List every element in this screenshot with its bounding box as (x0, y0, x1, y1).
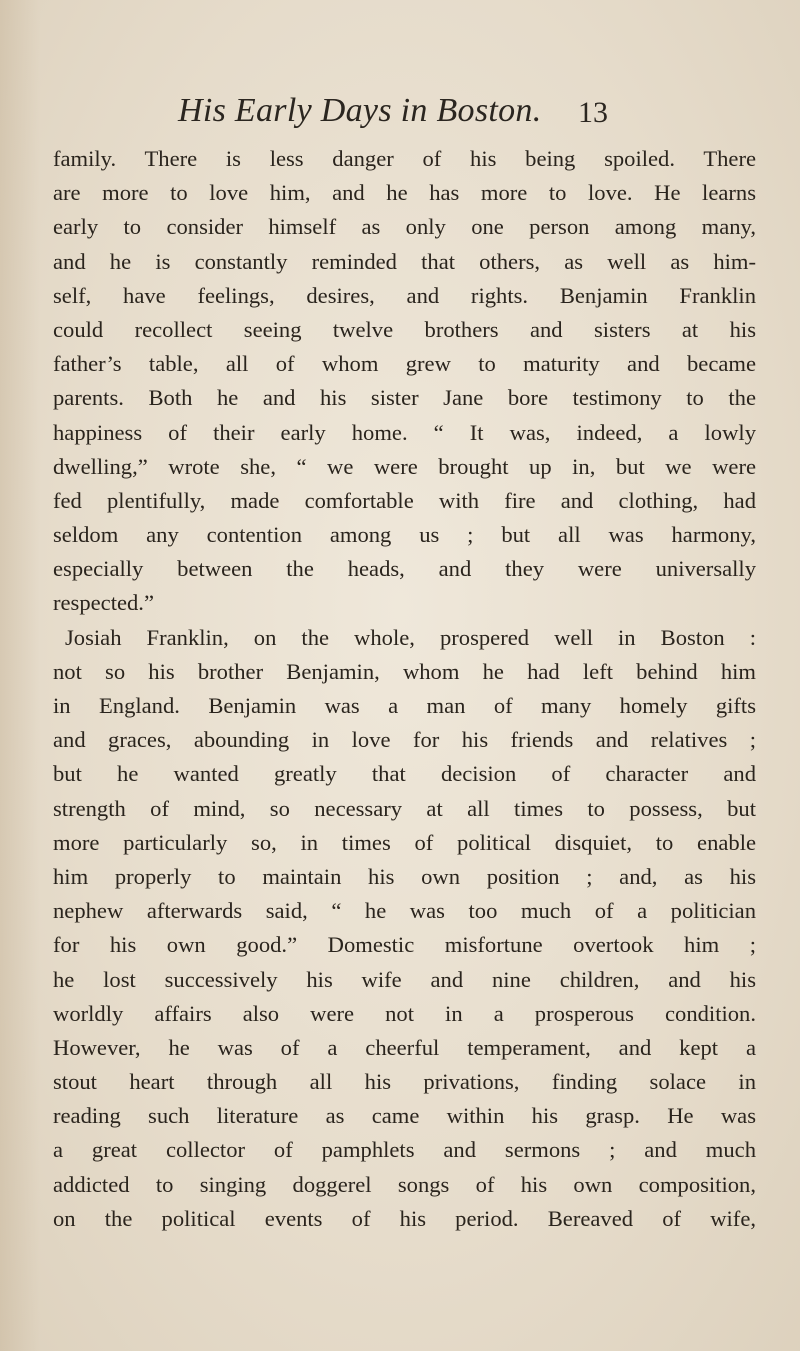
text-line: nephew afterwards said, “ he was too much of a politician (53, 898, 756, 924)
text-line: worldly affairs also were not in a prosperous condition. (53, 1000, 756, 1026)
text-line: family. There is less danger of his being spoiled. There (53, 146, 756, 171)
text-line: more particularly so, in times of political disquiet, to enable (53, 829, 756, 855)
text-line: early to consider himself as only one person among many, (53, 214, 756, 240)
text-line: However, he was of a cheerful temperament, and kept a (53, 1034, 756, 1060)
text-line: not so his brother Benjamin, whom he had left behind him (53, 658, 756, 684)
text-line: in England. Benjamin was a man of many homely gifts (53, 693, 756, 718)
text-line: self, have feelings, desires, and rights. Benjamin Franklin (53, 282, 756, 308)
text-line: addicted to singing doggerel songs of his own composition, (53, 1171, 756, 1197)
text-line: could recollect seeing twelve brothers and sisters at his (53, 316, 756, 342)
body-text (53, 142, 756, 1236)
text-line: father’s table, all of whom grew to maturity and became (53, 351, 756, 377)
text-line: seldom any contention among us ; but all was harmony, (53, 522, 756, 548)
text-line: but he wanted greatly that decision of character and (53, 761, 756, 787)
text-line: reading such literature as came within his grasp. He was (53, 1103, 756, 1129)
running-title: His Early Days in Boston. (178, 92, 542, 129)
text-line: him properly to maintain his own position ; and, as his (53, 863, 756, 889)
text-line: fed plentifully, made comfortable with fire and clothing, had (53, 487, 756, 513)
text-line: especially between the heads, and they were universally (53, 556, 756, 582)
text-line: he lost successively his wife and nine children, and his (53, 966, 756, 992)
text-line: stout heart through all his privations, finding solace in (53, 1069, 756, 1095)
text-line: and he is constantly reminded that others, as well as him- (53, 248, 756, 274)
text-line: are more to love him, and he has more to love. He learns (53, 180, 756, 206)
text-line: parents. Both he and his sister Jane bore testimony to the (53, 385, 756, 411)
paragraph-end-line: respected.” (53, 590, 154, 616)
page-header (0, 92, 800, 142)
text-line: for his own good.” Domestic misfortune overtook him ; (53, 932, 756, 958)
text-line: dwelling,” wrote she, “ we were brought up in, but we were (53, 453, 756, 479)
text-line: happiness of their early home. “ It was, indeed, a lowly (53, 419, 756, 445)
text-line: on the political events of his period. Bereaved of wife, (53, 1205, 756, 1231)
text-line: a great collector of pamphlets and sermons ; and much (53, 1137, 756, 1163)
text-line: strength of mind, so necessary at all times to possess, but (53, 795, 756, 821)
paragraph-start-line: Josiah Franklin, on the whole, prospered well in Boston : (65, 624, 756, 650)
text-line: and graces, abounding in love for his friends and relatives ; (53, 727, 756, 753)
page-number: 13 (578, 96, 608, 129)
